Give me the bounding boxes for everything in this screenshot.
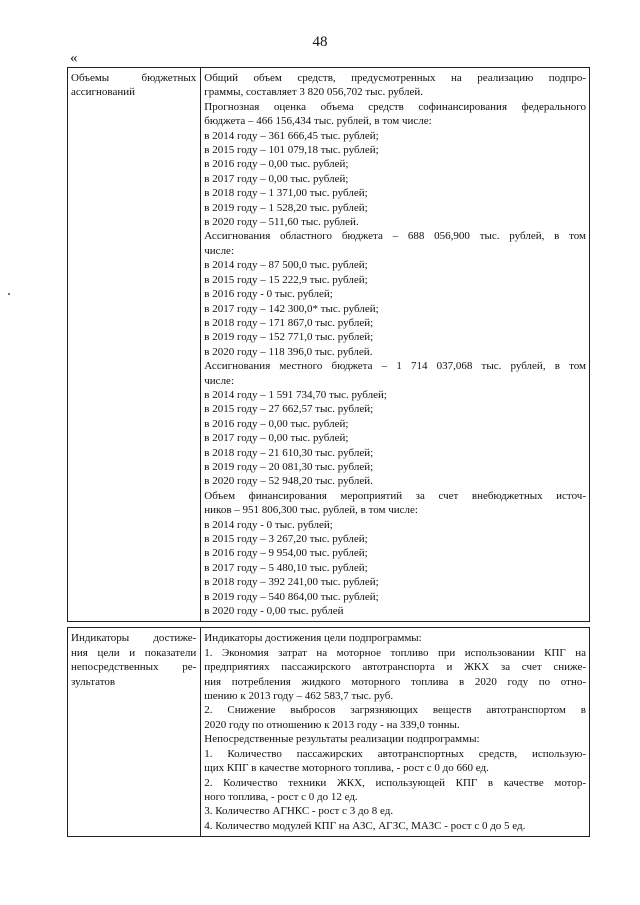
content-line: в 2020 году – 52 948,20 тыс. рублей. — [204, 475, 373, 488]
content-line: в 2017 году – 0,00 тыс. рублей; — [204, 432, 349, 445]
content-line: ного топлива, - рост с 0 до 12 ед. — [204, 790, 358, 803]
content-line: в 2019 году – 152 771,0 тыс. рублей; — [204, 331, 374, 344]
content-line: числе: — [204, 244, 234, 257]
content-line: в 2015 году – 101 079,18 тыс. рублей; — [204, 144, 379, 157]
content-line: в 2017 году – 142 300,0* тыс. рублей; — [204, 302, 379, 315]
label-line: зультатов — [71, 675, 116, 688]
content-line: 3. Количество АГНКС - рост с 3 до 8 ед. — [204, 805, 394, 818]
indicators-row-content — [201, 628, 590, 837]
content-line: Индикаторы достижения цели подпрограммы: — [204, 632, 422, 645]
page-number: 48 — [312, 34, 328, 50]
content-line: в 2016 году – 9 954,00 тыс. рублей; — [204, 547, 368, 560]
label-line: ассигнований — [71, 86, 136, 99]
content-line: бюджета – 466 156,434 тыс. рублей, в том числе: — [204, 115, 432, 128]
content-line: в 2018 году – 171 867,0 тыс. рублей; — [204, 316, 374, 329]
subprogram-passport-table — [67, 67, 590, 837]
budget-row-content — [201, 68, 590, 622]
content-line: Непосредственные результаты реализации подпрограммы: — [204, 733, 480, 746]
content-line: 1. Количество пассажирских автотранспортных средств, использую- — [204, 747, 586, 760]
content-line: граммы, составляет 3 820 056,702 тыс. рублей. — [204, 86, 423, 99]
label-line: Индикаторы достиже- — [71, 632, 197, 645]
content-line: в 2019 году – 540 864,00 тыс. рублей; — [204, 590, 379, 603]
content-line: Общий объем средств, предусмотренных на реализацию подпро- — [204, 72, 586, 84]
content-line: Ассигнования областного бюджета – 688 056,900 тыс. рублей, в том — [204, 230, 586, 243]
content-line: в 2015 году – 3 267,20 тыс. рублей; — [204, 533, 368, 545]
content-line: числе: — [204, 374, 234, 387]
content-line: предприятиях пассажирского автотранспорта и ЖКХ за счет сниже- — [204, 661, 586, 674]
content-line: в 2014 году - 0 тыс. рублей; — [204, 518, 333, 531]
budget-row — [68, 68, 590, 622]
content-line: 2020 году по отношению к 2013 году - на 339,0 тонны. — [204, 718, 460, 731]
content-line: в 2018 году – 1 371,00 тыс. рублей; — [204, 187, 368, 200]
content-line: в 2020 году – 511,60 тыс. рублей. — [204, 216, 359, 229]
content-line: в 2016 году - 0 тыс. рублей; — [204, 288, 333, 301]
content-line: ников – 951 806,300 тыс. рублей, в том числе: — [204, 504, 418, 517]
content-line: Прогнозная оценка объема средств софинансирования федерального — [204, 100, 586, 113]
content-line: в 2020 году - 0,00 тыс. рублей — [204, 605, 344, 618]
content-line: 1. Экономия затрат на моторное топливо при использовании КПГ на — [204, 646, 586, 659]
content-line: в 2014 году – 1 591 734,70 тыс. рублей; — [204, 388, 387, 401]
indicators-row — [68, 628, 590, 837]
content-line: в 2016 году – 0,00 тыс. рублей; — [204, 158, 349, 171]
content-line: в 2017 году – 5 480,10 тыс. рублей; — [204, 561, 368, 574]
content-line: в 2018 году – 21 610,30 тыс. рублей; — [204, 446, 374, 459]
label-line: Объемы бюджетных — [71, 72, 197, 84]
content-line: в 2015 году – 27 662,57 тыс. рублей; — [204, 403, 374, 416]
content-line: щих КПГ в качестве моторного топлива, - рост с 0 до 660 ед. — [204, 762, 489, 775]
scan-speck — [8, 293, 10, 295]
content-line: Ассигнования местного бюджета – 1 714 037,068 тыс. рублей, в том — [204, 360, 586, 373]
opening-quote-mark: « — [70, 50, 78, 66]
content-line: в 2014 году – 87 500,0 тыс. рублей; — [204, 259, 368, 272]
indicators-row-label — [68, 628, 201, 837]
content-line: ния потребления жидкого моторного топлива в 2020 году по отно- — [204, 675, 586, 688]
content-line: в 2014 году – 361 666,45 тыс. рублей; — [204, 129, 379, 142]
label-line: ния цели и показатели — [71, 646, 197, 659]
budget-row-label — [68, 68, 201, 622]
content-line: Объем финансирования мероприятий за счет внебюджетных источ- — [204, 489, 586, 502]
content-line: в 2015 году – 15 222,9 тыс. рублей; — [204, 273, 368, 286]
content-line: в 2016 году – 0,00 тыс. рублей; — [204, 417, 349, 430]
content-line: 2. Количество техники ЖКХ, использующей КПГ в качестве мотор- — [204, 776, 586, 789]
label-line: непосредственных ре- — [71, 661, 197, 674]
content-line: 2. Снижение выбросов загрязняющих веществ автотранспортом в — [204, 704, 586, 717]
content-line: шению к 2013 году – 462 583,7 тыс. руб. — [204, 690, 394, 703]
content-line: в 2018 году – 392 241,00 тыс. рублей; — [204, 576, 379, 589]
content-line: в 2019 году – 1 528,20 тыс. рублей; — [204, 201, 368, 214]
content-line: 4. Количество модулей КПГ на АЗС, АГЗС, МАЗС - рост с 0 до 5 ед. — [204, 819, 526, 832]
content-line: в 2020 году – 118 396,0 тыс. рублей. — [204, 345, 373, 358]
content-line: в 2019 году – 20 081,30 тыс. рублей; — [204, 460, 374, 473]
content-line: в 2017 году – 0,00 тыс. рублей; — [204, 172, 349, 185]
